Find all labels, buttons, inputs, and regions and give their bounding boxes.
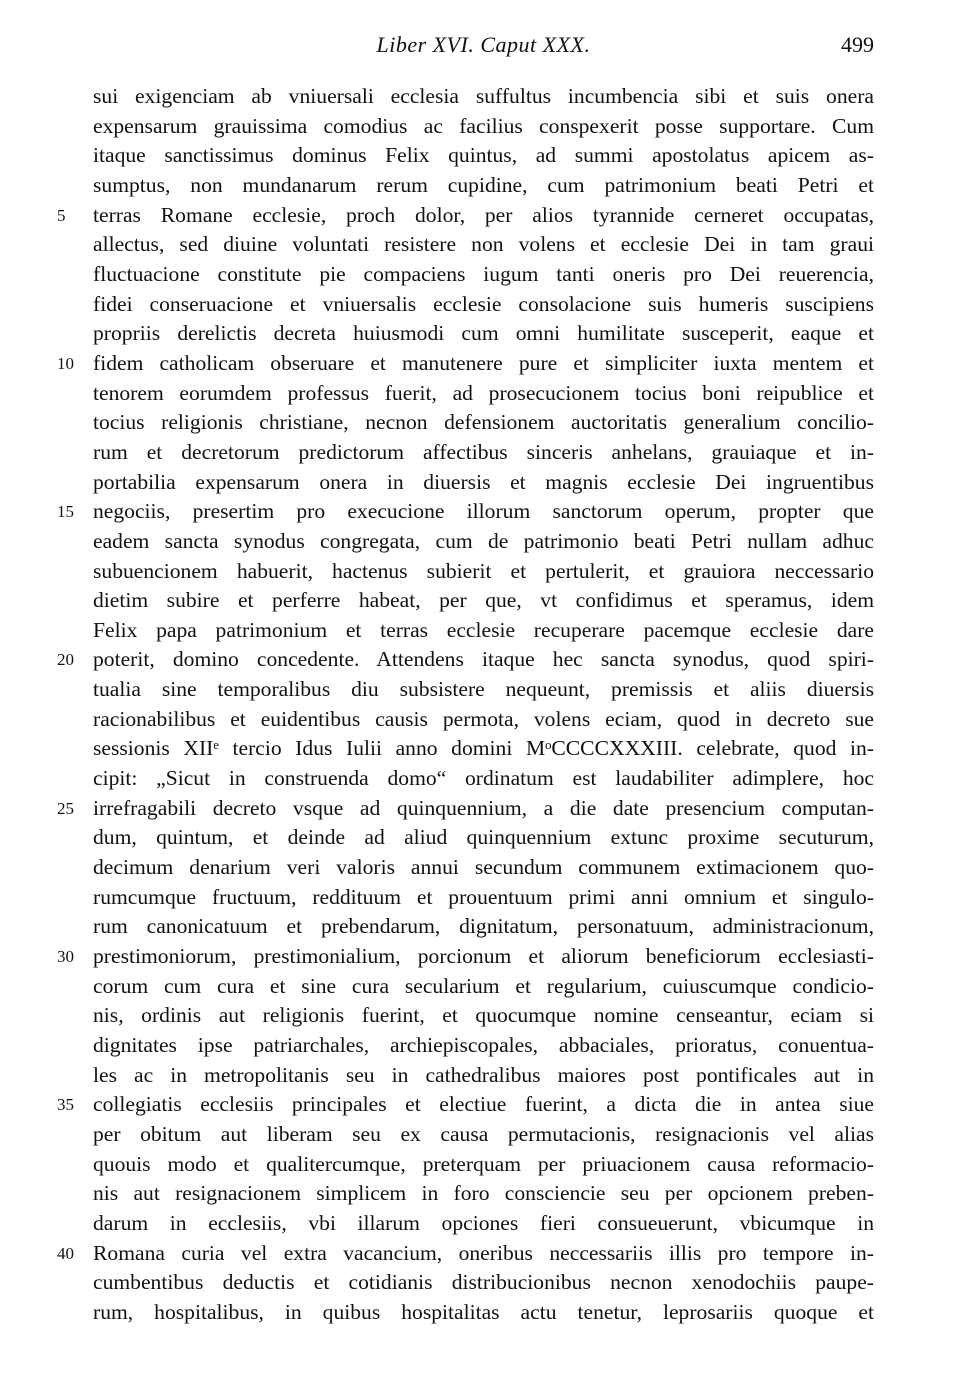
text-line (57, 942, 874, 972)
text-line (57, 794, 874, 824)
text-line (93, 290, 874, 320)
line-text: prestimoniorum, prestimonialium, porcionum et aliorum beneficiorum ecclesiasti- (93, 944, 874, 969)
text-line (93, 853, 874, 883)
text-line (93, 586, 874, 616)
text-line (93, 141, 874, 171)
text-line (93, 379, 874, 409)
text-line (93, 260, 874, 290)
line-text: decimum denarium veri valoris annui secundum communem extimacionem quo- (93, 855, 874, 880)
line-text: collegiatis ecclesiis principales et electiue fuerint, a dicta die in antea siue (93, 1092, 874, 1117)
line-text: Romana curia vel extra vacancium, oneribus neccessariis illis pro tempore in- (93, 1240, 874, 1265)
text-line (93, 1001, 874, 1031)
line-text: tenorem eorumdem professus fuerit, ad prosecucionem tocius boni reipublice et (93, 380, 874, 405)
line-text: rum, hospitalibus, in quibus hospitalitas actu tenetur, leprosariis quoque et (93, 1299, 874, 1324)
line-text: portabilia expensarum onera in diuersis et magnis ecclesie Dei ingruentibus (93, 469, 874, 494)
text-line (93, 408, 874, 438)
line-text: negociis, presertim pro execucione illorum sanctorum operum, propter que (93, 499, 874, 524)
text-line (93, 112, 874, 142)
line-text: tualia sine temporalibus diu subsistere nequeunt, premissis et aliis diuersis (93, 677, 874, 702)
line-text: dignitates ipse patriarchales, archiepiscopales, abbaciales, prioratus, conuentua- (93, 1033, 874, 1057)
line-text: sessionis XIIᵉ tercio Idus Iulii anno domini MᵒCCCCXXXIII. celebrate, quod in- (93, 736, 874, 761)
line-text: sumptus, non mundanarum rerum cupidine, cum patrimonium beati Petri et (93, 172, 874, 197)
line-number: 25 (57, 798, 74, 818)
running-title: Liber XVI. Caput XXX. (376, 32, 591, 57)
line-text: cipit: „Sicut in construenda domo“ ordinatum est laudabiliter adimplere, hoc (93, 766, 874, 791)
line-text: cumbentibus deductis et cotidianis distribucionibus necnon xenodochiis paupe- (93, 1270, 874, 1295)
line-text: poterit, domino concedente. Attendens itaque hec sancta synodus, quod spiri- (93, 647, 874, 672)
line-text: corum cum cura et sine cura secularium et regularium, cuiuscumque condicio- (93, 973, 874, 998)
text-line (93, 1031, 874, 1061)
text-line (93, 616, 874, 646)
line-text: fidei conseruacione et vniuersalis ecclesie consolacione suis humeris suscipiens (93, 291, 874, 316)
line-text: nis, ordinis aut religionis fuerint, et quocumque nomine censeantur, eciam si (93, 1003, 874, 1028)
text-line (93, 972, 874, 1002)
text-line (93, 438, 874, 468)
text-line (93, 557, 874, 587)
text-line (93, 319, 874, 349)
line-number: 30 (57, 947, 74, 967)
text-line (93, 1120, 874, 1150)
line-text: expensarum grauissima comodius ac facilius conspexerit posse supportare. Cum (93, 113, 874, 138)
page-header (93, 32, 874, 66)
text-line (93, 764, 874, 794)
text-line (93, 705, 874, 735)
line-text: itaque sanctissimus dominus Felix quintus, ad summi apostolatus apicem as- (93, 143, 874, 168)
line-text: quouis modo et qualitercumque, preterquam per priuacionem causa reformacio- (93, 1151, 874, 1176)
line-text: eadem sancta synodus congregata, cum de patrimonio beati Petri nullam adhuc (93, 528, 874, 553)
line-text: rum et decretorum predictorum affectibus sinceris anhelans, grauiaque et in- (93, 439, 874, 464)
line-text: sui exigenciam ab vniuersali ecclesia suffultus incumbencia sibi et suis onera (93, 84, 874, 108)
line-text: racionabilibus et euidentibus causis permota, volens eciam, quod in decreto sue (93, 706, 874, 731)
line-text: terras Romane ecclesie, proch dolor, per alios tyrannide cerneret occupatas, (93, 202, 874, 227)
page-number: 499 (841, 32, 874, 57)
text-line (93, 82, 874, 112)
text-line (93, 527, 874, 557)
line-text: fluctuacione constitute pie compaciens iugum tanti oneris pro Dei reuerencia, (93, 261, 874, 286)
line-text: rum canonicatuum et prebendarum, dignitatum, personatuum, administracionum, (93, 914, 874, 939)
line-number: 20 (57, 650, 74, 670)
text-line (93, 468, 874, 498)
text-line (93, 1268, 874, 1298)
line-number: 15 (57, 502, 74, 522)
text-line (57, 645, 874, 675)
line-text: per obitum aut liberam seu ex causa permutacionis, resignacionis vel alias (93, 1121, 874, 1146)
text-line (93, 734, 874, 764)
line-text: Felix papa patrimonium et terras ecclesie recuperare pacemque ecclesie dare (93, 617, 874, 642)
text-line (93, 171, 874, 201)
text-line (57, 497, 874, 527)
text-line (57, 1090, 874, 1120)
text-line (57, 349, 874, 379)
line-text: les ac in metropolitanis seu in cathedralibus maiores post pontificales aut in (93, 1062, 874, 1087)
text-line (93, 1179, 874, 1209)
text-line (93, 230, 874, 260)
text-line (93, 1061, 874, 1091)
line-text: tocius religionis christiane, necnon defensionem auctoritatis generalium concilio- (93, 410, 874, 435)
line-text: propriis derelictis decreta huiusmodi cum omni humilitate susceperit, eaque et (93, 321, 874, 346)
text-line (57, 201, 874, 231)
text-line (93, 883, 874, 913)
text-line (93, 675, 874, 705)
text-line (93, 1209, 874, 1239)
body-text (57, 82, 874, 1328)
line-number: 5 (57, 205, 66, 225)
text-line (93, 823, 874, 853)
line-text: nis aut resignacionem simplicem in foro consciencie seu per opcionem preben- (93, 1181, 874, 1206)
text-line (57, 1239, 874, 1269)
line-text: darum in ecclesiis, vbi illarum opciones fieri consueuerunt, vbicumque in (93, 1210, 874, 1235)
line-text: irrefragabili decreto vsque ad quinquennium, a die date presencium computan- (93, 795, 874, 820)
text-line (93, 912, 874, 942)
line-text: rumcumque fructuum, reddituum et prouentuum primi anni omnium et singulo- (93, 884, 874, 909)
line-text: subuencionem habuerit, hactenus subierit et pertulerit, et grauiora neccessario (93, 558, 874, 583)
line-text: dietim subire et perferre habeat, per que, vt confidimus et speramus, idem (93, 588, 874, 613)
line-number: 40 (57, 1243, 74, 1263)
line-text: fidem catholicam obseruare et manutenere pure et simpliciter iuxta mentem et (93, 350, 874, 375)
line-number: 35 (57, 1095, 74, 1115)
text-line (93, 1298, 874, 1328)
line-text: allectus, sed diuine voluntati resistere non volens et ecclesie Dei in tam graui (93, 232, 874, 257)
text-line (93, 1150, 874, 1180)
line-text: dum, quintum, et deinde ad aliud quinquennium extunc proxime secuturum, (93, 825, 874, 850)
line-number: 10 (57, 353, 74, 373)
